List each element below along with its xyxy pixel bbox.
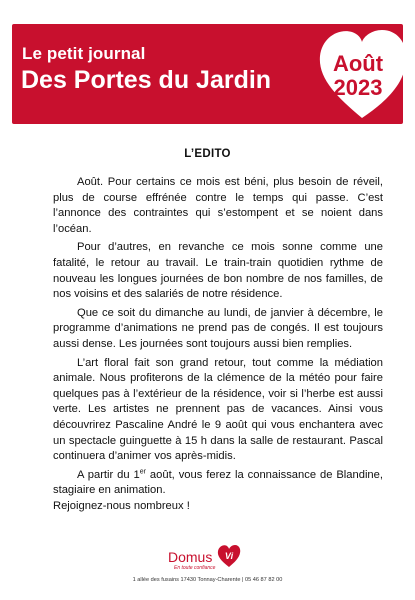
paragraph: Que ce soit du dimanche au lundi, de janvier à décembre, le programme d’animations ne prend pas de congés. Il est toujours aussi dense. Les journées sont toujours aussi bien remplies. [53,306,383,350]
text-part: A partir du 1 [77,468,140,481]
issue-date [312,52,404,100]
issue-year: 2023 [333,75,383,100]
header-banner [12,24,403,124]
closing-line: Rejoignez-nous nombreux ! [53,499,190,512]
paragraph-last [53,468,383,499]
ordinal-suffix: er [139,467,146,475]
journal-title: Des Portes du Jardin [21,66,272,94]
edito-heading: L’EDITO [184,148,231,160]
paragraph: Pour d’autres, en revanche ce mois sonne comme une fatalité, le retour au travail. Le train-train quotidien rythme de nouveau les longues journées de bon nombre de nos familles, de nos voisins et des salariés de notre résidence. [53,241,383,301]
paragraph: Août. Pour certains ce mois est béni, plus besoin de réveil, plus de course effrénée contre le temps qui passe. C’est l’annonce des contraintes qui s’estompent et se noient dans l’océan. [53,176,383,235]
edito-body [53,175,383,517]
footer-address: 1 allée des fusains 17430 Tonnay-Charente | 05 46 87 82 00 [132,577,283,583]
heart-logo-icon [216,543,242,569]
text-part: août, vous ferez la connaissance de Blandine, stagiaire en animation. [53,468,383,497]
logo-tagline: En toute confiance [174,565,216,571]
logo-mark-text: Vi [224,551,234,561]
domus-logo [150,545,270,577]
paragraph: L’art floral fait son grand retour, tout comme la médiation animale. Nous profiterons de la clémence de la météo pour faire quelques pas à l’extérieur de la résidence, voir si l’herbe est aussi verte. Les artistes ne prennent pas de vacances. Ainsi vous découvrirez Pascaline André le 9 août qui vous enchantera avec un spectacle guinguette à 15 h dans la salle de restaurant. Pascal continuera d’animer vos après-midis. [53,356,383,463]
journal-subtitle: Le petit journal [22,44,146,63]
logo-name: Domus [168,549,213,565]
issue-month: Août [332,51,384,76]
